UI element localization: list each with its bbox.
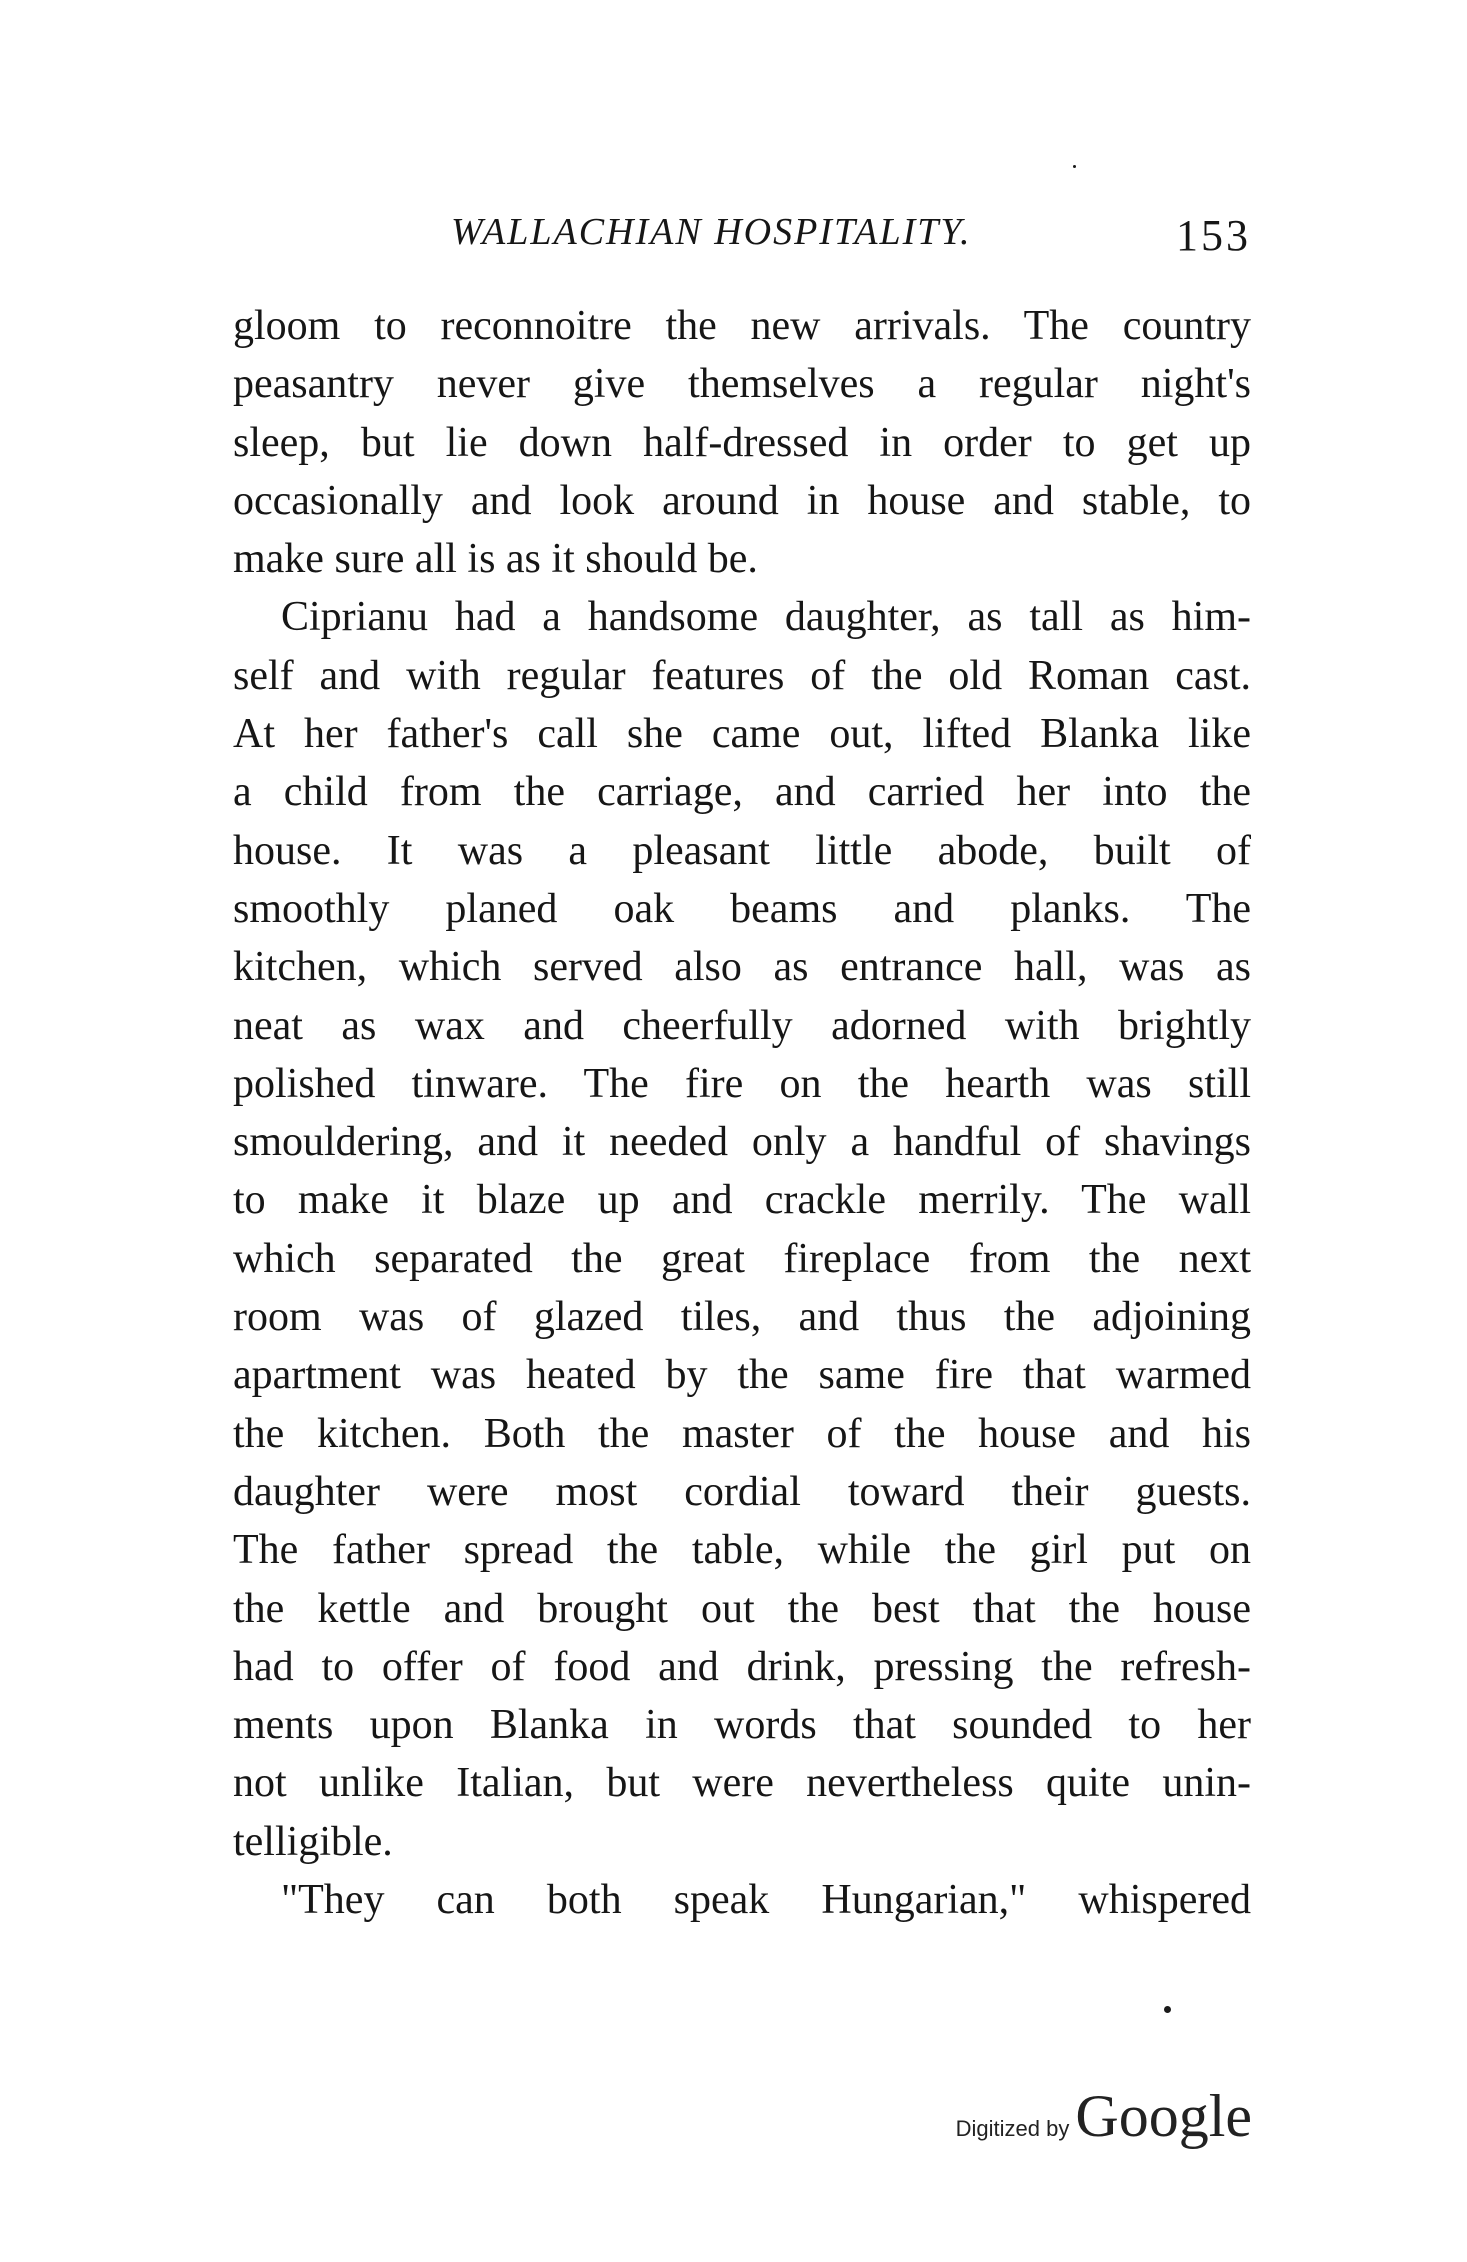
text-line: At her father's call she came out, lifted Blanka like: [233, 711, 1251, 758]
text-line: peasantry never give themselves a regular night's: [233, 361, 1251, 408]
text-line: a child from the carriage, and carried her into the: [233, 769, 1251, 816]
text-line: Ciprianu had a handsome daughter, as tall as him-: [281, 594, 1251, 641]
text-line: ments upon Blanka in words that sounded to her: [233, 1702, 1251, 1749]
text-line: smoothly planed oak beams and planks. The: [233, 885, 1251, 932]
text-line: neat as wax and cheerfully adorned with brightly: [233, 1002, 1251, 1049]
body-text: [233, 297, 1251, 1929]
text-line: daughter were most cordial toward their guests.: [233, 1468, 1251, 1515]
text-line: not unlike Italian, but were nevertheless quite unin-: [233, 1760, 1251, 1807]
digitized-by-google-watermark: [956, 2082, 1252, 2151]
google-wordmark: Google: [1075, 2083, 1252, 2149]
text-line: kitchen, which served also as entrance hall, was as: [233, 944, 1251, 991]
text-line: self and with regular features of the old Roman cast.: [233, 652, 1251, 699]
digitized-label: Digitized by: [955, 2116, 1070, 2141]
text-line: the kitchen. Both the master of the house and his: [233, 1410, 1251, 1457]
running-title: WALLACHIAN HOSPITALITY.: [451, 211, 972, 253]
page-number: 153: [1176, 211, 1251, 260]
running-head: [233, 210, 1251, 270]
text-line: apartment was heated by the same fire that warmed: [233, 1352, 1251, 1399]
text-line: occasionally and look around in house and stable, to: [233, 477, 1251, 524]
text-line: gloom to reconnoitre the new arrivals. The country: [233, 303, 1251, 349]
scan-speck: [1073, 165, 1076, 168]
text-line: polished tinware. The fire on the hearth was still: [233, 1060, 1251, 1107]
text-line: room was of glazed tiles, and thus the adjoining: [233, 1294, 1251, 1341]
text-line: sleep, but lie down half-dressed in order to get up: [233, 419, 1251, 466]
text-line: to make it blaze up and crackle merrily. The wall: [233, 1177, 1251, 1224]
text-line: the kettle and brought out the best that the house: [233, 1585, 1251, 1632]
text-line: make sure all is as it should be.: [233, 536, 758, 583]
text-line: "They can both speak Hungarian," whispered: [281, 1877, 1251, 1924]
text-line: telligible.: [233, 1818, 393, 1865]
text-line: house. It was a pleasant little abode, built of: [233, 827, 1251, 874]
text-line: had to offer of food and drink, pressing the refresh-: [233, 1643, 1251, 1690]
text-line: smouldering, and it needed only a handful of shavings: [233, 1119, 1251, 1166]
text-line: The father spread the table, while the girl put on: [233, 1527, 1251, 1574]
text-line: which separated the great fireplace from the next: [233, 1235, 1251, 1282]
scan-speck: [1164, 2006, 1171, 2013]
